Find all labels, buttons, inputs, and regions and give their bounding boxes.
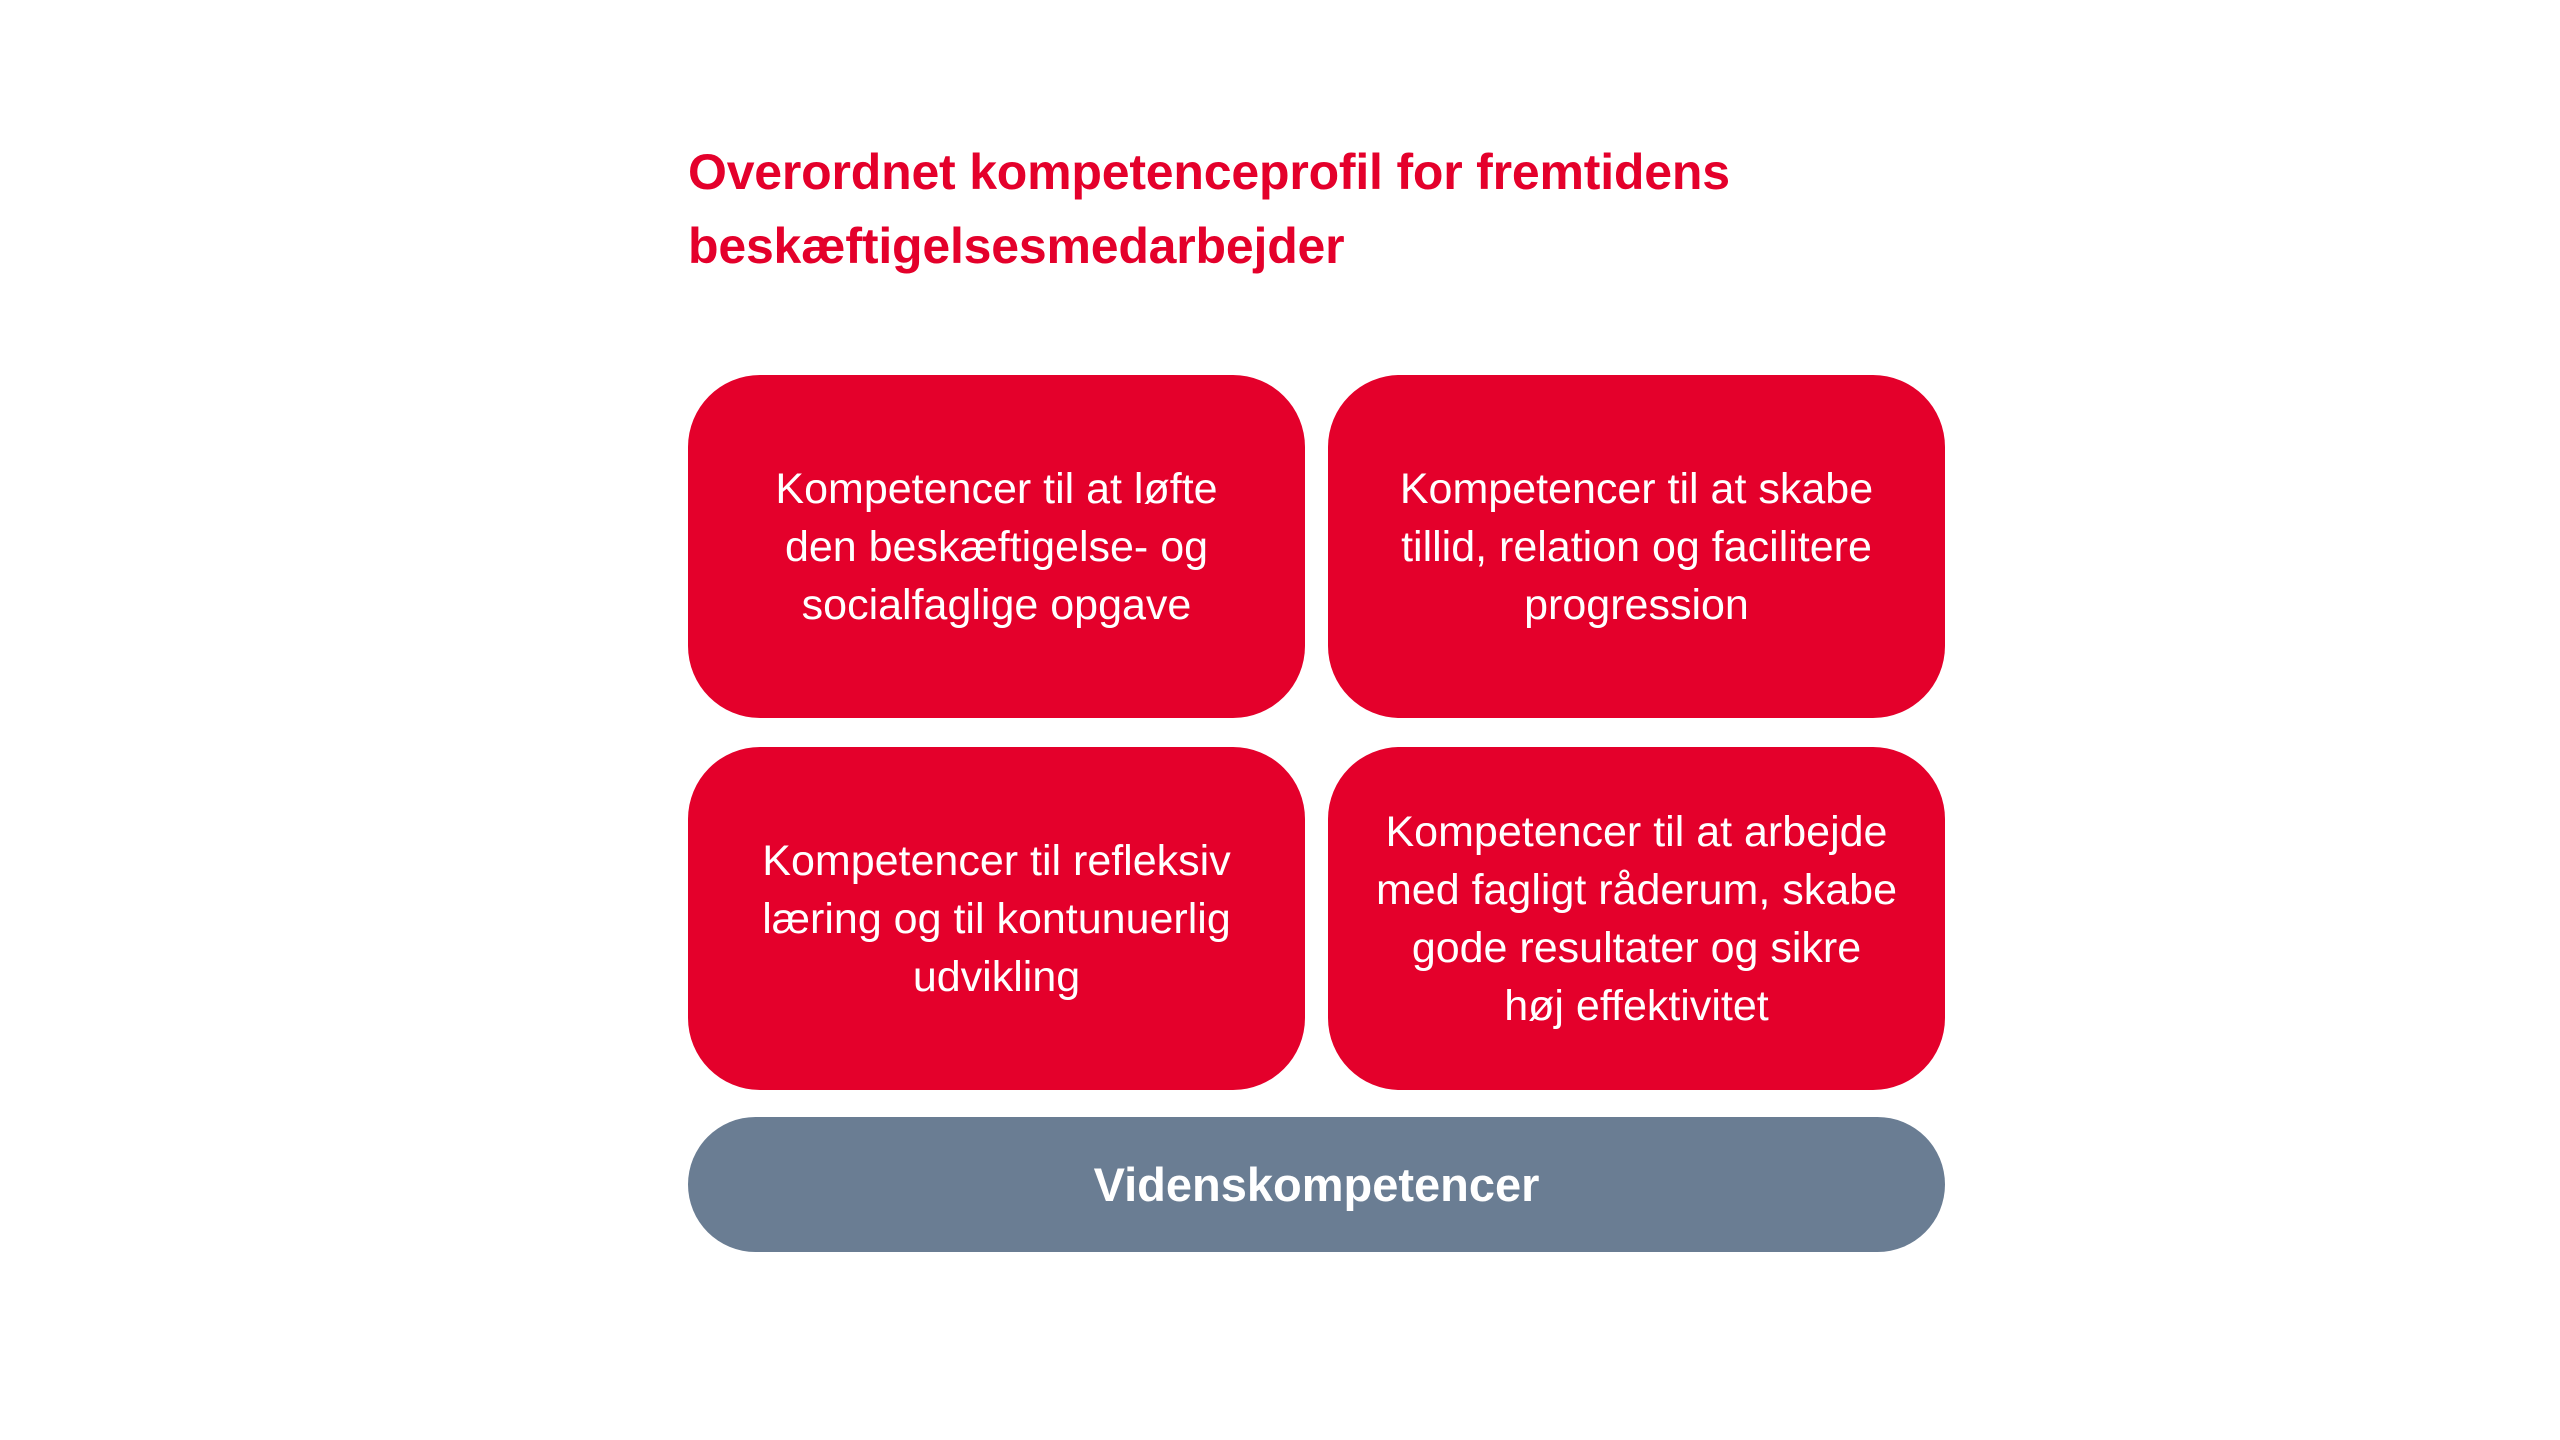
foundation-label: Videnskompetencer [1093, 1158, 1540, 1211]
diagram-title-line-1: Overordnet kompetenceprofil for fremtidens [688, 144, 1730, 200]
knowledge-competence-foundation [688, 1117, 1945, 1252]
competence-box-text: Kompetencer til at skabe tillid, relation og facilitere progression [1399, 464, 1874, 629]
competence-box-trust-relation [1328, 375, 1945, 718]
competence-box-text: Kompetencer til at arbejde med fagligt råderum, skabe gode resultater og sikre høj effektivitet [1375, 807, 1898, 1030]
competence-box-text: Kompetencer til refleksiv læring og til kontunuerlig udvikling [762, 836, 1231, 1001]
diagram-title-line-2: beskæftigelsesmedarbejder [688, 218, 1345, 274]
competence-box-lift-task [688, 375, 1305, 718]
diagram-title [688, 135, 1988, 283]
competence-box-reflexive-learning [688, 747, 1305, 1090]
competence-box-text: Kompetencer til at løfte den beskæftigelse- og socialfaglige opgave [775, 464, 1218, 629]
competence-box-professional-latitude [1328, 747, 1945, 1090]
